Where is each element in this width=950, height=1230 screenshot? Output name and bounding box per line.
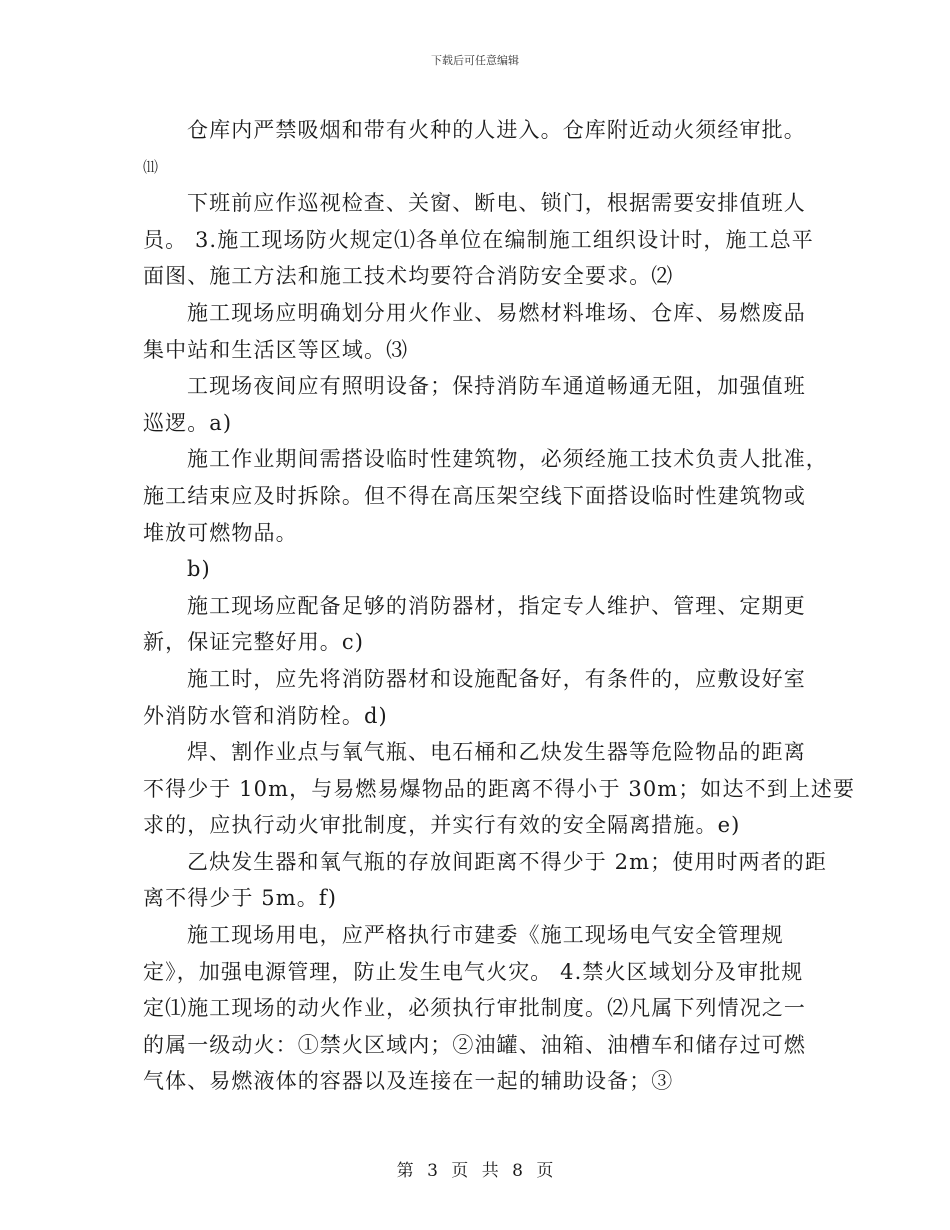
- paragraph-line: 离不得少于 5m。f): [143, 886, 338, 911]
- paragraph-line: 面图、施工方法和施工技术均要符合消防安全要求。⑵: [143, 264, 674, 289]
- page-header: 下载后可任意编辑: [431, 54, 519, 67]
- paragraph-line: 施工时，应先将消防器材和设施配备好，有条件的，应敷设好室: [187, 666, 806, 691]
- paragraph-line: 外消防水管和消防栓。d): [143, 703, 388, 728]
- paragraph-line: 员。 3.施工现场防火规定⑴各单位在编制施工组织设计时，施工总平: [143, 227, 814, 252]
- paragraph-line: 定》，加强电源管理，防止发生电气火灾。 4.禁火区域划分及审批规: [143, 959, 804, 984]
- paragraph-line: 施工作业期间需搭设临时性建筑物，必须经施工技术负责人批准，: [187, 447, 828, 472]
- paragraph-line: b): [187, 557, 211, 582]
- paragraph-line: 施工现场用电，应严格执行市建委《施工现场电气安全管理规: [187, 923, 784, 948]
- paragraph-line: 乙炔发生器和氧气瓶的存放间距离不得少于 2m；使用时两者的距: [187, 849, 827, 874]
- document-body: [143, 112, 856, 1100]
- paragraph-line: 的属一级动火：①禁火区域内；②油罐、油箱、油槽车和储存过可燃: [143, 1032, 806, 1057]
- paragraph-line: 气体、易燃液体的容器以及连接在一起的辅助设备；③: [143, 1069, 674, 1094]
- paragraph-line: 不得少于 10m，与易燃易爆物品的距离不得小于 30m；如达不到上述要: [143, 776, 856, 801]
- paragraph-line: 求的，应执行动火审批制度，并实行有效的安全隔离措施。e): [143, 813, 741, 838]
- paragraph-line: 施工现场应配备足够的消防器材，指定专人维护、管理、定期更: [187, 593, 806, 618]
- paragraph-line: 堆放可燃物品。: [143, 520, 298, 545]
- paragraph-line: 工现场夜间应有照明设备；保持消防车通道畅通无阻，加强值班: [187, 374, 806, 399]
- paragraph-line: 集中站和生活区等区域。⑶: [143, 337, 409, 362]
- paragraph-line: ⑾: [143, 157, 160, 176]
- paragraph-line: 定⑴施工现场的动火作业，必须执行审批制度。⑵凡属下列情况之一: [143, 996, 806, 1021]
- paragraph-line: 焊、割作业点与氧气瓶、电石桶和乙炔发生器等危险物品的距离: [187, 740, 806, 765]
- paragraph-line: 施工结束应及时拆除。但不得在高压架空线下面搭设临时性建筑物或: [143, 483, 806, 508]
- paragraph-line: 仓库内严禁吸烟和带有火种的人进入。仓库附近动火须经审批。: [187, 118, 806, 142]
- page-number-footer: 第 3 页 共 8 页: [396, 1161, 554, 1181]
- paragraph-line: 新，保证完整好用。c): [143, 630, 365, 655]
- paragraph-line: 巡逻。a): [143, 410, 233, 435]
- paragraph-line: 施工现场应明确划分用火作业、易燃材料堆场、仓库、易燃废品: [187, 300, 806, 325]
- paragraph-line: 下班前应作巡视检查、关窗、断电、锁门，根据需要安排值班人: [187, 191, 806, 216]
